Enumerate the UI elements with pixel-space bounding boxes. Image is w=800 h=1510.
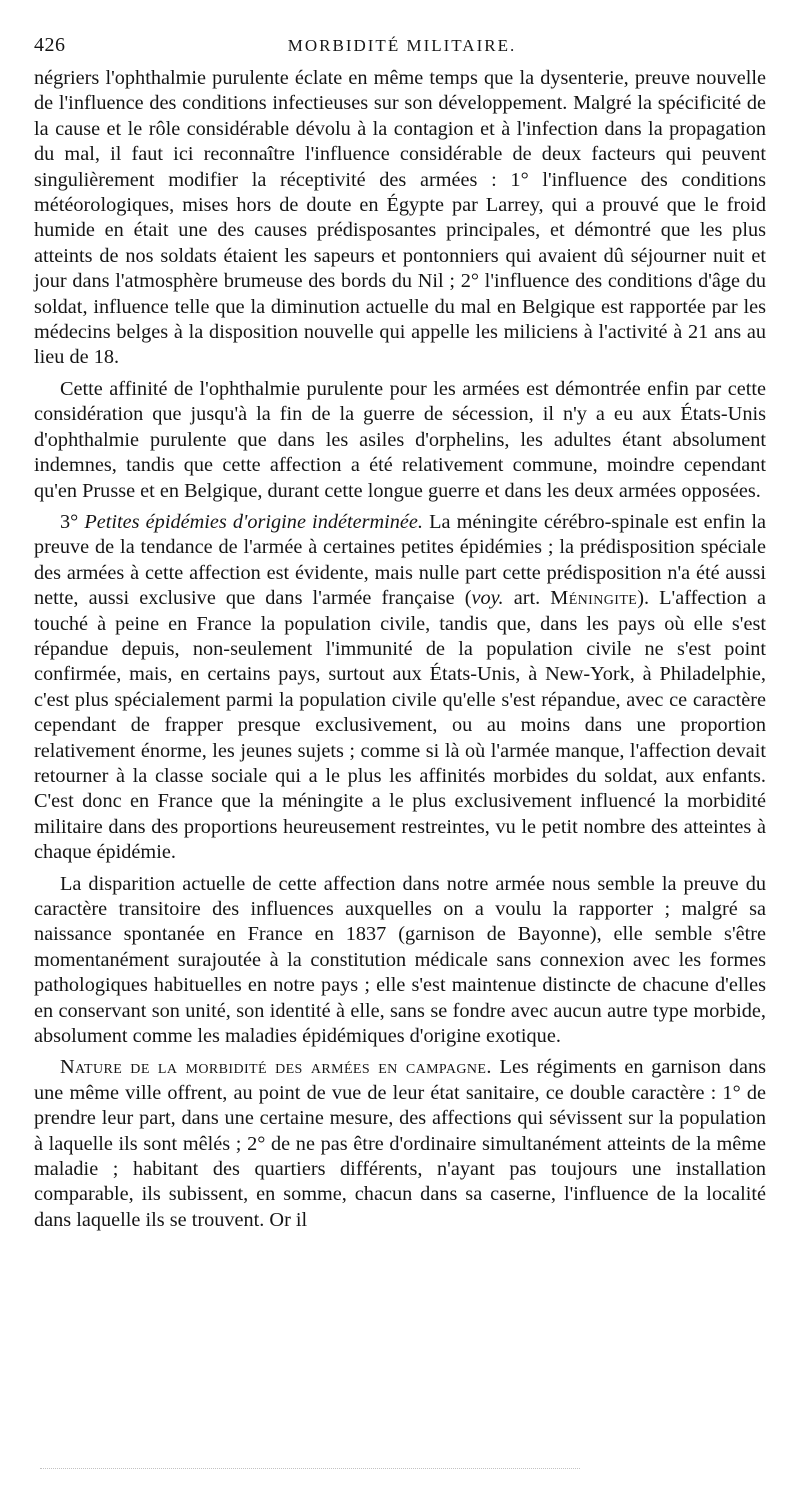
paragraph-nature-morbidite bbox=[34, 1055, 766, 1233]
paragraph-affinite bbox=[34, 377, 766, 504]
cross-reference-target: Méningite bbox=[550, 587, 638, 610]
paragraph-text: La méningite cérébro-spinale est enfin la preuve de la tendance de l'armée à certaines petites épidémies ; la prédisposition spéciale des armées à cette affection est évidente, mais nulle part cette prédisposition n'a été aussi nette, aussi exclusive que dans l'armée française ( bbox=[34, 510, 766, 610]
section-number: 3° bbox=[60, 510, 85, 533]
paragraph-text: ). L'affection a touché à peine en France la population civile, tandis que, dans les pays où elle s'est répandue depuis, non-seulement l'immunité de la population civile ne s'est point confirmée, mais, en certains pays, surtout aux États-Unis, à New-York, à Philadelphie, c'est plus spécialement parmi la population civile qu'elle s'est répandue, avec ce caractère cependant de frapper presque exclusivement, ou au moins dans une proportion relativement énorme, les jeunes sujets ; comme si là où l'armée manque, l'affection devait retourner à la classe sociale qui a le plus les affinités morbides du soldat, aux enfants. C'est donc en France que la méningite a le plus exclusivement influencé la morbidité militaire dans des proportions heureusement restreintes, vu le petit nombre des atteintes à chaque épidémie. bbox=[34, 587, 766, 864]
section-heading: Nature de la morbidité des armées en campagne. bbox=[60, 1056, 492, 1079]
paragraph-ophthalmie-continued bbox=[34, 66, 766, 371]
running-head: MORBIDITÉ MILITAIRE. bbox=[287, 36, 517, 55]
footer-show-through bbox=[40, 1468, 580, 1473]
body-text bbox=[34, 66, 766, 1233]
cross-reference-art: art. bbox=[503, 587, 551, 610]
paragraph-text: La disparition actuelle de cette affection dans notre armée nous semble la preuve du caractère transitoire des influences auxquelles on a voulu la rapporter ; malgré sa naissance spontanée en France en 1837 (garnison de Bayonne), elle semble s'être momentanément surajoutée à la constitution médicale sans connexion avec les formes pathologiques habituelles en notre pays ; elle s'est maintenue distincte de chacune d'elles en conservant son unité, son identité à elle, sans se fondre avec aucun autre type morbide, absolument comme les maladies épidémiques d'origine exotique. bbox=[34, 872, 766, 1048]
section-title: Petites épidémies d'origine indéterminée. bbox=[84, 510, 423, 533]
page-header bbox=[34, 34, 770, 62]
paragraph-text: Les régiments en garnison dans une même ville offrent, au point de vue de leur état sanitaire, ce double caractère : 1° de prendre leur part, dans une certaine mesure, des affections qui sévissent sur la population à laquelle ils sont mêlés ; 2° de ne pas être d'ordinaire simultanément atteints de la même maladie ; habitant des quartiers différents, n'ayant pas toujours une installation comparable, ils subissent, en somme, chacun dans sa caserne, l'influence de la localité dans laquelle ils se trouvent. Or il bbox=[34, 1056, 766, 1231]
page-number: 426 bbox=[34, 34, 66, 56]
paragraph-disparition bbox=[34, 872, 766, 1050]
cross-reference-voy: voy. bbox=[471, 587, 504, 610]
paragraph-petites-epidemies bbox=[34, 510, 766, 866]
paragraph-text: Cette affinité de l'ophthalmie purulente pour les armées est démontrée enfin par cette considération que jusqu'à la fin de la guerre de sécession, il n'y a eu aux États-Unis d'ophthalmie purulente que dans les asiles d'orphelins, les adultes étant absolument indemnes, tandis que cette affection a été relativement commune, moindre cependant qu'en Prusse et en Belgique, durant cette longue guerre et dans les deux armées opposées. bbox=[34, 377, 766, 502]
paragraph-text: négriers l'ophthalmie purulente éclate en même temps que la dysenterie, preuve nouvelle de l'influence des conditions infectieuses sur son développement. Malgré la spécificité de la cause et le rôle considérable dévolu à la contagion et à l'infection dans la propagation du mal, il faut ici reconnaître l'influence considérable de deux facteurs qui peuvent singulièrement modifier la réceptivité des armées : 1° l'influence des conditions météorologiques, mises hors de doute en Égypte par Larrey, qui a prouvé que le froid humide en était une des causes prédisposantes principales, et démontré que les plus atteints de nos soldats étaient les sapeurs et pontonniers qui avaient dû séjourner nuit et jour dans l'atmosphère brumeuse des bords du Nil ; 2° l'influence des conditions d'âge du soldat, influence telle que la diminution actuelle du mal en Belgique est rapportée par les médecins belges à la disposition nouvelle qui appelle les miliciens à l'activité à 21 ans au lieu de 18. bbox=[34, 67, 766, 369]
